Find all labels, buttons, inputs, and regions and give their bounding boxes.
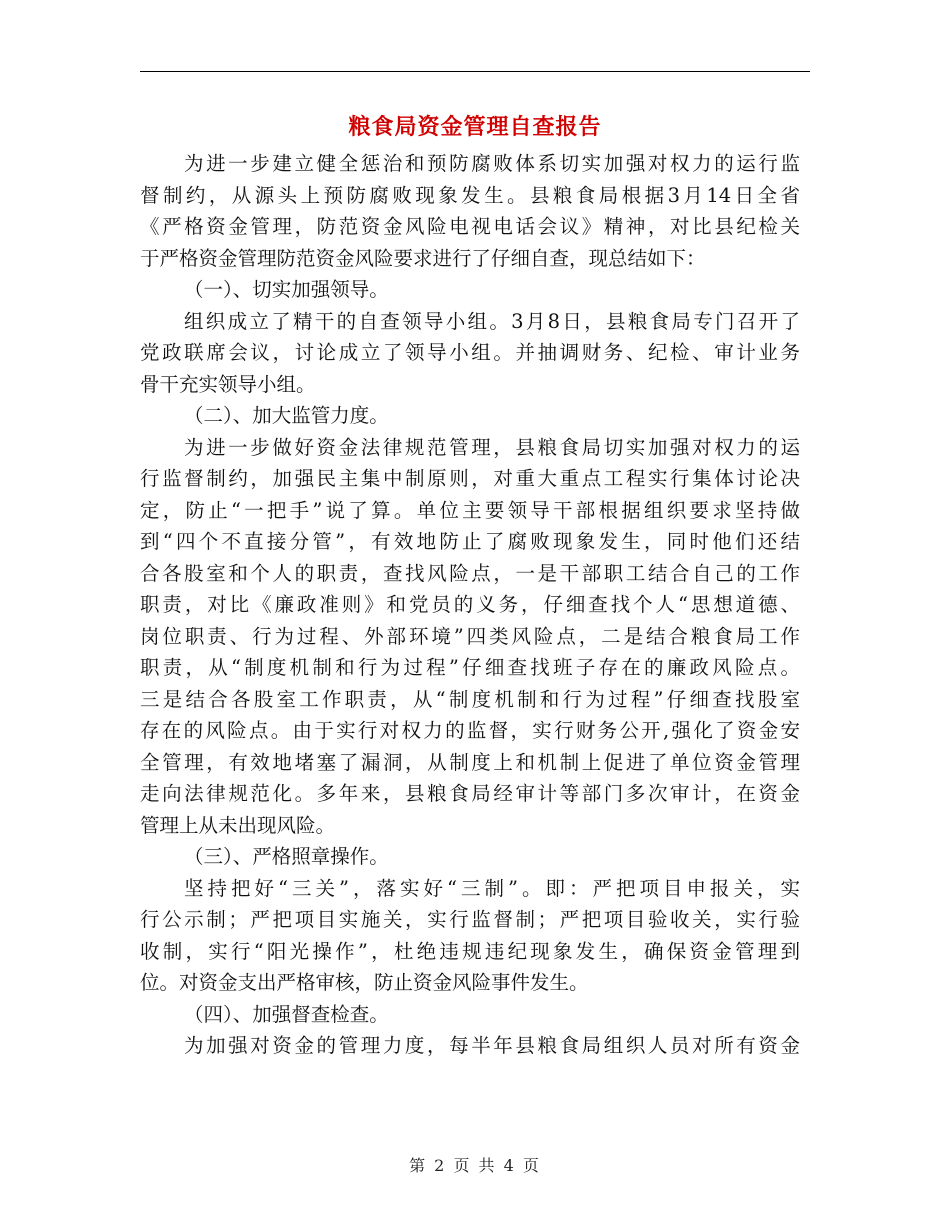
text-line: 全管理，有效地堵塞了漏洞，从制度上和机制上促进了单位资金管理 bbox=[140, 750, 800, 774]
text-line: 为进一步建立健全惩治和预防腐败体系切实加强对权力的运行监 bbox=[184, 152, 800, 175]
text-line: 存在的风险点。由于实行对权力的监督，实行财务公开,强化了资金安 bbox=[140, 719, 800, 742]
text-line: 岗位职责、行为过程、外部环境”四类风险点，二是结合粮食局工作 bbox=[140, 624, 800, 648]
text-line: 骨干充实领导小组。 bbox=[140, 372, 316, 396]
text-line: 行监督制约，加强民主集中制原则，对重大重点工程实行集体讨论决 bbox=[140, 467, 800, 490]
text-line: 定，防止“一把手”说了算。单位主要领导干部根据组织要求坚持做 bbox=[140, 498, 800, 522]
text-line: （一）、切实加强领导。 bbox=[184, 278, 389, 301]
text-line: （三）、严格照章操作。 bbox=[184, 845, 389, 868]
page-number: 第 2 页 共 4 页 bbox=[409, 1156, 541, 1175]
text-line: （二）、加大监管力度。 bbox=[184, 404, 389, 427]
text-line: 于严格资金管理防范资金风险要求进行了仔细自查，现总结如下： bbox=[140, 246, 706, 270]
text-line: 党政联席会议，讨论成立了领导小组。并抽调财务、纪检、审计业务 bbox=[140, 341, 800, 364]
text-line: 督制约，从源头上预防腐败现象发生。县粮食局根据3月14日全省 bbox=[140, 183, 800, 207]
text-line: 合各股室和个人的职责，查找风险点，一是干部职工结合自己的工作 bbox=[140, 561, 800, 585]
text-line: （四）、加强督查检查。 bbox=[184, 1002, 389, 1026]
text-line: 《严格资金管理，防范资金风险电视电话会议》精神，对比县纪检关 bbox=[140, 215, 800, 238]
text-line: 组织成立了精干的自查领导小组。3月8日，县粮食局专门召开了 bbox=[184, 309, 800, 333]
text-line: 职责，从“制度机制和行为过程”仔细查找班子存在的廉政风险点。 bbox=[140, 656, 800, 679]
text-line: 行公示制；严把项目实施关，实行监督制；严把项目验收关，实行验 bbox=[140, 908, 800, 931]
text-line: 到“四个不直接分管”，有效地防止了腐败现象发生，同时他们还结 bbox=[140, 530, 800, 553]
header-rule bbox=[140, 71, 810, 72]
text-line: 管理上从未出现风险。 bbox=[140, 813, 336, 837]
document-body bbox=[140, 148, 800, 1062]
document-title: 粮食局资金管理自查报告 bbox=[348, 115, 602, 140]
text-line: 收制，实行“阳光操作”，杜绝违规违纪现象发生，确保资金管理到 bbox=[140, 939, 800, 963]
text-line: 走向法律规范化。多年来，县粮食局经审计等部门多次审计，在资金 bbox=[140, 782, 800, 805]
text-line: 坚持把好“三关”，落实好“三制”。即：严把项目申报关，实 bbox=[184, 876, 800, 900]
text-line: 三是结合各股室工作职责，从“制度机制和行为过程”仔细查找股室 bbox=[140, 687, 800, 711]
text-line: 为进一步做好资金法律规范管理，县粮食局切实加强对权力的运 bbox=[184, 435, 800, 459]
text-line: 位。对资金支出严格审核，防止资金风险事件发生。 bbox=[140, 971, 589, 994]
text-line: 为加强对资金的管理力度，每半年县粮食局组织人员对所有资金 bbox=[184, 1034, 800, 1057]
text-line: 职责，对比《廉政准则》和党员的义务，仔细查找个人“思想道德、 bbox=[140, 593, 800, 616]
